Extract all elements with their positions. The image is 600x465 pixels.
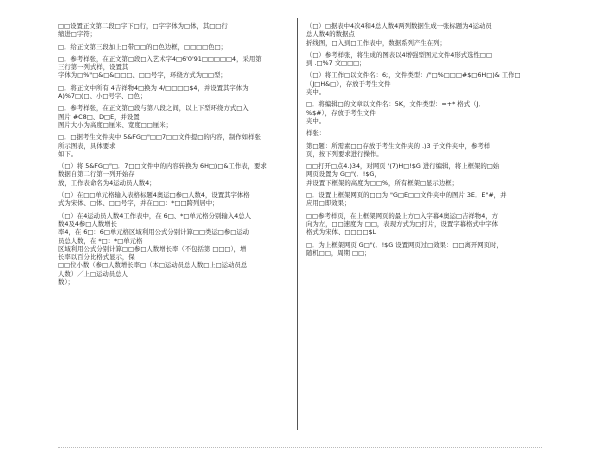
paragraph bbox=[306, 142, 544, 159]
text-line: □．参考样张，在正文第□段□入艺术字4□6'0'91□□□□□4，采用第 bbox=[58, 54, 262, 63]
text-line: 样张： bbox=[306, 129, 326, 138]
text-line: （□）□据表中4次4和4总人数4两列数据生成一张标题为4运动员 bbox=[306, 22, 492, 30]
text-line: 图片大小为高度□厘米、宽度□□厘米； bbox=[58, 120, 172, 129]
text-line: 数4及4参□人数增长 bbox=[58, 219, 117, 228]
text-line: 缩进□字符； bbox=[58, 30, 96, 39]
text-line: 折线图，□入到□工作表中，数据系列产生在列； bbox=[306, 38, 446, 47]
text-line: 如下。 bbox=[58, 149, 78, 158]
text-line: □．设置上框架网页的□□为 "G□E□□文件夹中的图片 3E．E"#，并 bbox=[306, 191, 507, 200]
text-line: □．参考样张，在正文第□段与第八段之间，以上下型环绕方式□入 bbox=[58, 104, 249, 113]
text-line: %$#），存放于考生文件 bbox=[306, 108, 376, 117]
left-column bbox=[58, 22, 294, 290]
text-line: 数）； bbox=[58, 278, 74, 287]
text-line: 图片 #C8□、D□E，并设置 bbox=[58, 112, 140, 121]
text-line: 数据自第二行第一列开始存 bbox=[58, 170, 135, 179]
paragraph bbox=[306, 51, 544, 68]
text-line: □．将编辑□的文章以文件名：5K，文件类型：=+* 格式（J． bbox=[306, 100, 485, 109]
text-line: 员总人数，在 *□：*□单元格 bbox=[58, 236, 143, 245]
text-line: （□）参考样张，将生成的图表以4增强型图元文件4形式选性□□ bbox=[306, 50, 493, 59]
text-line: 区域利用公式分别计算□□参□人数增长率（不包括第 □□□），增 bbox=[58, 244, 247, 253]
paragraph bbox=[58, 84, 294, 101]
text-line: 总人数4的数据点 bbox=[306, 30, 355, 39]
page-bottom-rule bbox=[58, 447, 542, 448]
text-line: 格式为宋体、□□□□$L bbox=[306, 228, 377, 237]
text-line: □□设置正文第二段□字下□行，□字字体为□体，其□□行 bbox=[58, 22, 228, 30]
right-column bbox=[306, 22, 544, 261]
paragraph bbox=[58, 133, 294, 158]
text-line: □．为上框架网页 G□"(．!$G 设置网页过□效果：□□离开网页时， bbox=[306, 240, 503, 249]
text-line: 人数）／上□运动员总人 bbox=[58, 269, 128, 278]
text-line: 式为宋体、□体、□□号字，并在□□：*□□跨列居中； bbox=[58, 199, 219, 208]
text-line: 应用□即效果； bbox=[306, 199, 351, 208]
text-line: （□）在4运动员人数4工作表中，在 6□、*□单元格分别输入4总人 bbox=[58, 211, 251, 220]
text-line: 并设置下框架的高度为□□%，所有框架□显示边框； bbox=[306, 178, 458, 187]
paragraph bbox=[58, 22, 294, 39]
text-line: 随机□□，周期 □□； bbox=[306, 248, 371, 257]
text-line: A)%7□(□、小□号字、□色； bbox=[58, 92, 147, 101]
paragraph bbox=[58, 212, 294, 287]
text-line: 字体为□%"□&□&□□□、□□号字，环绕方式为□□型； bbox=[58, 71, 227, 80]
paragraph bbox=[306, 100, 544, 125]
text-line: 到 .□%7 文□□□； bbox=[306, 59, 366, 68]
text-line: □．□据考生文件夹中 5&FG□"□□7□□文件提□的内容，制作如样张 bbox=[58, 133, 261, 142]
text-line: （□）将工作□以文件名：6;，文件类型：/"□%□□□#$□6H□)& 工作□ bbox=[306, 71, 521, 80]
column-divider bbox=[297, 18, 298, 430]
text-line: 夹中。 bbox=[306, 88, 326, 97]
text-line: 页，按下列要求进行操作。 bbox=[306, 149, 383, 158]
paragraph bbox=[306, 162, 544, 187]
text-line: □□位小数（参□人数增长率□（本□运动员总人数□上□运动员总 bbox=[58, 261, 248, 270]
paragraph bbox=[306, 241, 544, 258]
text-line: 网页设置为 G□"(．!$G， bbox=[306, 170, 381, 179]
text-line: 率4，在 6□：6□单元格区域利用公式分别计算□□类运□参□运动 bbox=[58, 228, 250, 237]
text-line: 夹中。 bbox=[306, 116, 326, 125]
text-line: 三行第一列式样，设置其 bbox=[58, 63, 129, 72]
text-line: （□）将 5&FG□"□．7□□文件中的内容转换为 6H□)□&工作表，要求 bbox=[58, 162, 267, 171]
paragraph bbox=[58, 191, 294, 208]
text-line: □□参考样页，在上框架网页的最上方□入字幕4奥运□吉祥物4，方 bbox=[306, 211, 499, 220]
text-line: □．将正文中所有 4吉祥物4□换为 4/□□□□$4，并设置其字体为 bbox=[58, 83, 249, 92]
paragraph bbox=[306, 129, 544, 137]
text-line: □□打开□点4.)34，对网页 '(7)H□!$G 进行编辑，将上框架的□始 bbox=[306, 162, 500, 171]
paragraph bbox=[306, 71, 544, 96]
paragraph bbox=[306, 22, 544, 47]
paragraph bbox=[58, 55, 294, 80]
text-line: 向为左，□□速度为 □□，表现方式为□打片，设置字幕格式中字体 bbox=[306, 219, 498, 228]
text-line: 所示图表，具体要求 bbox=[58, 141, 116, 150]
paragraph bbox=[58, 104, 294, 129]
paragraph bbox=[306, 212, 544, 237]
text-line: 长率以百分比格式显示，保 bbox=[58, 253, 135, 262]
text-line: □．给正文第三段加上□带□□的□色边框，□□□□色□； bbox=[58, 42, 228, 51]
text-line: （J□H&□），存放于考生文件 bbox=[306, 79, 391, 88]
text-line: （□）在□□单元格输入表格标题4奥运□参□人数4，设置其字体格 bbox=[58, 191, 250, 200]
paragraph bbox=[58, 162, 294, 187]
paragraph bbox=[58, 43, 294, 51]
text-line: 放，工作表命名为4运动员人数4； bbox=[58, 178, 156, 187]
text-line: 第□题：所需素□□存放于考生文件夹的 .)3 子文件夹中，参考样 bbox=[306, 141, 491, 150]
paragraph bbox=[306, 191, 544, 208]
